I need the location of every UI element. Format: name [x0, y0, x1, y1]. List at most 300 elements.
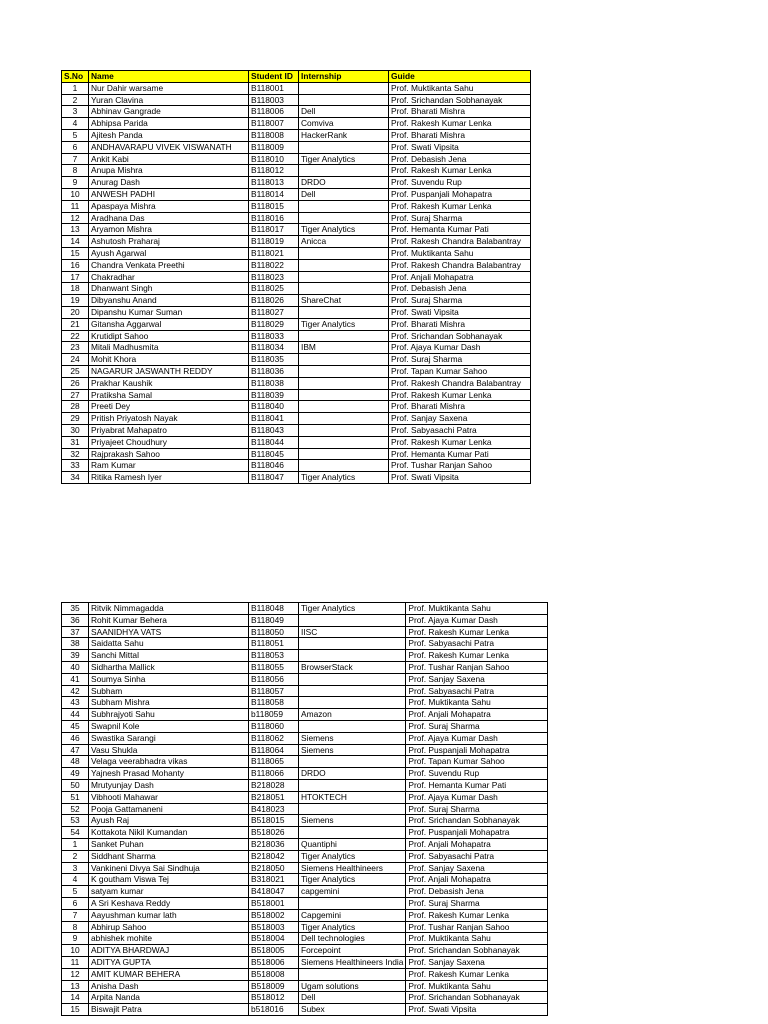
- cell-sno: 35: [62, 603, 89, 615]
- cell-student-id: B118010: [249, 153, 299, 165]
- cell-student-id: B118025: [249, 283, 299, 295]
- cell-student-id: b118059: [249, 709, 299, 721]
- cell-name: Sanchi Mittal: [89, 650, 249, 662]
- table-row: [62, 909, 548, 921]
- cell-internship: IISC: [299, 626, 406, 638]
- cell-student-id: B118026: [249, 295, 299, 307]
- cell-sno: 12: [62, 212, 89, 224]
- header-guide: Guide: [389, 71, 531, 83]
- cell-student-id: B118053: [249, 650, 299, 662]
- cell-internship: [299, 638, 406, 650]
- cell-name: ADITYA BHARDWAJ: [89, 945, 249, 957]
- cell-sno: 4: [62, 118, 89, 130]
- cell-name: ANDHAVARAPU VIVEK VISWANATH: [89, 141, 249, 153]
- cell-name: Vasu Shukla: [89, 744, 249, 756]
- cell-guide: Prof. Rakesh Kumar Lenka: [406, 909, 548, 921]
- cell-sno: 43: [62, 697, 89, 709]
- cell-student-id: B118039: [249, 389, 299, 401]
- cell-student-id: B118006: [249, 106, 299, 118]
- table-row: [62, 129, 531, 141]
- cell-guide: Prof. Sanjay Saxena: [406, 956, 548, 968]
- table-row: [62, 188, 531, 200]
- cell-internship: [299, 803, 406, 815]
- table-header-row: [62, 71, 531, 83]
- cell-sno: 27: [62, 389, 89, 401]
- cell-sno: 1: [62, 838, 89, 850]
- cell-student-id: B118034: [249, 342, 299, 354]
- cell-guide: Prof. Debasish Jena: [406, 886, 548, 898]
- table-row: [62, 791, 548, 803]
- cell-internship: [299, 436, 389, 448]
- cell-student-id: B118012: [249, 165, 299, 177]
- cell-name: Swastika Sarangi: [89, 732, 249, 744]
- student-table-top: [61, 70, 531, 484]
- cell-internship: Siemens: [299, 815, 406, 827]
- table-row: [62, 318, 531, 330]
- cell-student-id: B118058: [249, 697, 299, 709]
- cell-guide: Prof. Muktikanta Sahu: [389, 247, 531, 259]
- cell-name: Subham: [89, 685, 249, 697]
- cell-sno: 33: [62, 460, 89, 472]
- table-row: [62, 756, 548, 768]
- cell-internship: Siemens Healthineers: [299, 862, 406, 874]
- cell-guide: Prof. Tushar Ranjan Sahoo: [406, 921, 548, 933]
- cell-guide: Prof. Anjali Mohapatra: [389, 271, 531, 283]
- cell-student-id: B518001: [249, 897, 299, 909]
- cell-sno: 9: [62, 933, 89, 945]
- cell-guide: Prof. Rakesh Kumar Lenka: [389, 118, 531, 130]
- table-row: [62, 1004, 548, 1016]
- table-row: [62, 661, 548, 673]
- header-student-id: Student ID: [249, 71, 299, 83]
- cell-student-id: B118019: [249, 236, 299, 248]
- cell-student-id: B218036: [249, 838, 299, 850]
- table-row: [62, 377, 531, 389]
- cell-student-id: B118021: [249, 247, 299, 259]
- cell-guide: Prof. Bharati Mishra: [389, 318, 531, 330]
- cell-student-id: B518003: [249, 921, 299, 933]
- table-row: [62, 744, 548, 756]
- cell-internship: [299, 306, 389, 318]
- cell-student-id: B118047: [249, 472, 299, 484]
- cell-guide: Prof. Bharati Mishra: [389, 129, 531, 141]
- table-row: [62, 271, 531, 283]
- cell-student-id: B118048: [249, 603, 299, 615]
- cell-guide: Prof. Tapan Kumar Sahoo: [406, 756, 548, 768]
- table-row: [62, 803, 548, 815]
- cell-internship: [299, 212, 389, 224]
- cell-name: Yuran Clavina: [89, 94, 249, 106]
- cell-name: Ankit Kabi: [89, 153, 249, 165]
- cell-student-id: B118001: [249, 82, 299, 94]
- cell-sno: 23: [62, 342, 89, 354]
- table-row: [62, 413, 531, 425]
- cell-student-id: B118022: [249, 259, 299, 271]
- cell-internship: [299, 448, 389, 460]
- cell-internship: [299, 389, 389, 401]
- cell-student-id: B118056: [249, 673, 299, 685]
- cell-name: Subham Mishra: [89, 697, 249, 709]
- cell-sno: 10: [62, 188, 89, 200]
- cell-sno: 39: [62, 650, 89, 662]
- table-row: [62, 815, 548, 827]
- cell-student-id: B118055: [249, 661, 299, 673]
- cell-sno: 32: [62, 448, 89, 460]
- cell-sno: 25: [62, 365, 89, 377]
- cell-student-id: B518006: [249, 956, 299, 968]
- cell-internship: Siemens: [299, 744, 406, 756]
- cell-student-id: b518016: [249, 1004, 299, 1016]
- table-row: [62, 342, 531, 354]
- cell-name: Kottakota Nikil Kumandan: [89, 827, 249, 839]
- table-row: [62, 436, 531, 448]
- cell-name: SAANIDHYA VATS: [89, 626, 249, 638]
- cell-name: Biswajit Patra: [89, 1004, 249, 1016]
- cell-internship: Tiger Analytics: [299, 224, 389, 236]
- cell-guide: Prof. Muktikanta Sahu: [406, 603, 548, 615]
- cell-guide: Prof. Rakesh Kumar Lenka: [389, 165, 531, 177]
- cell-student-id: B118040: [249, 401, 299, 413]
- cell-sno: 50: [62, 779, 89, 791]
- cell-guide: Prof. Rakesh Chandra Balabantray: [389, 259, 531, 271]
- cell-name: Velaga veerabhadra vikas: [89, 756, 249, 768]
- cell-name: Rajprakash Sahoo: [89, 448, 249, 460]
- table-row: [62, 768, 548, 780]
- cell-name: Priyajeet Choudhury: [89, 436, 249, 448]
- table-row: [62, 685, 548, 697]
- cell-name: Yajnesh Prasad Mohanty: [89, 768, 249, 780]
- table-row: [62, 638, 548, 650]
- cell-internship: [299, 460, 389, 472]
- cell-internship: [299, 330, 389, 342]
- cell-sno: 14: [62, 992, 89, 1004]
- cell-guide: Prof. Bharati Mishra: [389, 106, 531, 118]
- cell-sno: 2: [62, 94, 89, 106]
- cell-name: Chakradhar: [89, 271, 249, 283]
- cell-guide: Prof. Rakesh Kumar Lenka: [389, 389, 531, 401]
- cell-name: Aradhana Das: [89, 212, 249, 224]
- cell-guide: Prof. Srichandan Sobhanayak: [389, 94, 531, 106]
- cell-student-id: B518004: [249, 933, 299, 945]
- cell-sno: 15: [62, 247, 89, 259]
- cell-internship: [299, 897, 406, 909]
- table-row: [62, 153, 531, 165]
- cell-sno: 18: [62, 283, 89, 295]
- cell-internship: Comviva: [299, 118, 389, 130]
- cell-name: Prakhar Kaushik: [89, 377, 249, 389]
- cell-internship: [299, 94, 389, 106]
- cell-internship: BrowserStack: [299, 661, 406, 673]
- cell-name: Chandra Venkata Preethi: [89, 259, 249, 271]
- cell-internship: [299, 685, 406, 697]
- cell-internship: Amazon: [299, 709, 406, 721]
- cell-internship: Tiger Analytics: [299, 850, 406, 862]
- cell-student-id: B118043: [249, 424, 299, 436]
- cell-sno: 16: [62, 259, 89, 271]
- cell-student-id: B118051: [249, 638, 299, 650]
- cell-name: Pratiksha Samal: [89, 389, 249, 401]
- cell-guide: Prof. Rakesh Chandra Balabantray: [389, 236, 531, 248]
- cell-name: Anurag Dash: [89, 177, 249, 189]
- cell-student-id: B118041: [249, 413, 299, 425]
- cell-sno: 7: [62, 153, 89, 165]
- cell-internship: Anicca: [299, 236, 389, 248]
- table-row: [62, 862, 548, 874]
- cell-guide: Prof. Rakesh Kumar Lenka: [406, 650, 548, 662]
- cell-guide: Prof. Rakesh Kumar Lenka: [389, 436, 531, 448]
- cell-sno: 17: [62, 271, 89, 283]
- cell-guide: Prof. Swati Vipsita: [389, 306, 531, 318]
- table-row: [62, 389, 531, 401]
- table-row: [62, 401, 531, 413]
- cell-guide: Prof. Sanjay Saxena: [406, 673, 548, 685]
- cell-sno: 45: [62, 720, 89, 732]
- cell-name: Vibhooti Mahawar: [89, 791, 249, 803]
- cell-guide: Prof. Rakesh Kumar Lenka: [389, 200, 531, 212]
- table-row: [62, 236, 531, 248]
- cell-student-id: B518026: [249, 827, 299, 839]
- cell-sno: 7: [62, 909, 89, 921]
- cell-sno: 28: [62, 401, 89, 413]
- cell-sno: 54: [62, 827, 89, 839]
- cell-name: Ritvik Nimmagadda: [89, 603, 249, 615]
- cell-sno: 51: [62, 791, 89, 803]
- table-row: [62, 424, 531, 436]
- cell-internship: [299, 720, 406, 732]
- cell-student-id: B418047: [249, 886, 299, 898]
- cell-name: Dhanwant Singh: [89, 283, 249, 295]
- cell-name: Krutidipt Sahoo: [89, 330, 249, 342]
- table-row: [62, 933, 548, 945]
- cell-internship: DRDO: [299, 177, 389, 189]
- cell-internship: Capgemini: [299, 909, 406, 921]
- cell-student-id: B118065: [249, 756, 299, 768]
- cell-sno: 24: [62, 354, 89, 366]
- cell-guide: Prof. Muktikanta Sahu: [406, 933, 548, 945]
- cell-sno: 9: [62, 177, 89, 189]
- cell-guide: Prof. Sabyasachi Patra: [406, 638, 548, 650]
- table-row: [62, 827, 548, 839]
- cell-student-id: B118013: [249, 177, 299, 189]
- cell-internship: [299, 827, 406, 839]
- cell-sno: 30: [62, 424, 89, 436]
- header-name: Name: [89, 71, 249, 83]
- cell-guide: Prof. Hemanta Kumar Pati: [389, 448, 531, 460]
- table-row: [62, 603, 548, 615]
- cell-guide: Prof. Sanjay Saxena: [406, 862, 548, 874]
- cell-guide: Prof. Suraj Sharma: [389, 212, 531, 224]
- cell-sno: 48: [62, 756, 89, 768]
- cell-name: Abhirup Sahoo: [89, 921, 249, 933]
- cell-sno: 42: [62, 685, 89, 697]
- cell-internship: Subex: [299, 1004, 406, 1016]
- cell-internship: Dell: [299, 188, 389, 200]
- cell-guide: Prof. Muktikanta Sahu: [389, 82, 531, 94]
- cell-sno: 5: [62, 886, 89, 898]
- cell-guide: Prof. Suraj Sharma: [389, 295, 531, 307]
- cell-internship: Forcepoint: [299, 945, 406, 957]
- cell-name: Ayush Raj: [89, 815, 249, 827]
- cell-name: Pritish Priyatosh Nayak: [89, 413, 249, 425]
- cell-sno: 11: [62, 956, 89, 968]
- cell-guide: Prof. Sabyasachi Patra: [406, 850, 548, 862]
- cell-name: Vankineni Divya Sai Sindhuja: [89, 862, 249, 874]
- cell-internship: [299, 365, 389, 377]
- cell-name: Gitansha Aggarwal: [89, 318, 249, 330]
- cell-name: Rohit Kumar Behera: [89, 614, 249, 626]
- cell-internship: Tiger Analytics: [299, 472, 389, 484]
- cell-student-id: B118038: [249, 377, 299, 389]
- cell-sno: 15: [62, 1004, 89, 1016]
- table-row: [62, 472, 531, 484]
- cell-internship: [299, 283, 389, 295]
- cell-name: ADITYA GUPTA: [89, 956, 249, 968]
- cell-sno: 2: [62, 850, 89, 862]
- cell-sno: 8: [62, 165, 89, 177]
- table-row: [62, 720, 548, 732]
- cell-student-id: B118036: [249, 365, 299, 377]
- cell-internship: Tiger Analytics: [299, 603, 406, 615]
- table-row: [62, 921, 548, 933]
- cell-internship: Dell technologies: [299, 933, 406, 945]
- cell-guide: Prof. Rakesh Kumar Lenka: [406, 968, 548, 980]
- table-row: [62, 106, 531, 118]
- cell-guide: Prof. Sabyasachi Patra: [406, 685, 548, 697]
- table-row: [62, 118, 531, 130]
- cell-sno: 29: [62, 413, 89, 425]
- cell-guide: Prof. Muktikanta Sahu: [406, 980, 548, 992]
- cell-guide: Prof. Debasish Jena: [389, 283, 531, 295]
- cell-name: Soumya Sinha: [89, 673, 249, 685]
- cell-sno: 4: [62, 874, 89, 886]
- table-body-bottom: [62, 603, 548, 1016]
- cell-internship: [299, 756, 406, 768]
- cell-guide: Prof. Ajaya Kumar Dash: [406, 614, 548, 626]
- table-row: [62, 897, 548, 909]
- cell-internship: IBM: [299, 342, 389, 354]
- table-row: [62, 365, 531, 377]
- table-row: [62, 212, 531, 224]
- cell-sno: 46: [62, 732, 89, 744]
- cell-guide: Prof. Swati Vipsita: [406, 1004, 548, 1016]
- cell-guide: Prof. Srichandan Sobhanayak: [406, 815, 548, 827]
- cell-student-id: B118023: [249, 271, 299, 283]
- cell-name: Mohit Khora: [89, 354, 249, 366]
- cell-name: Anupa Mishra: [89, 165, 249, 177]
- cell-student-id: B218042: [249, 850, 299, 862]
- cell-sno: 37: [62, 626, 89, 638]
- table-row: [62, 732, 548, 744]
- cell-internship: Quantiphi: [299, 838, 406, 850]
- cell-sno: 20: [62, 306, 89, 318]
- cell-sno: 13: [62, 224, 89, 236]
- cell-guide: Prof. Ajaya Kumar Dash: [406, 732, 548, 744]
- table-row: [62, 82, 531, 94]
- cell-sno: 3: [62, 106, 89, 118]
- cell-student-id: B118057: [249, 685, 299, 697]
- cell-student-id: B118017: [249, 224, 299, 236]
- cell-guide: Prof. Ajaya Kumar Dash: [389, 342, 531, 354]
- cell-student-id: B418023: [249, 803, 299, 815]
- cell-internship: [299, 650, 406, 662]
- cell-name: Preeti Dey: [89, 401, 249, 413]
- cell-guide: Prof. Sabyasachi Patra: [389, 424, 531, 436]
- cell-guide: Prof. Suvendu Rup: [406, 768, 548, 780]
- cell-sno: 10: [62, 945, 89, 957]
- table-row: [62, 838, 548, 850]
- cell-internship: [299, 259, 389, 271]
- cell-sno: 8: [62, 921, 89, 933]
- cell-internship: [299, 354, 389, 366]
- cell-student-id: B318021: [249, 874, 299, 886]
- table-row: [62, 697, 548, 709]
- cell-internship: [299, 247, 389, 259]
- cell-internship: [299, 413, 389, 425]
- table-row: [62, 956, 548, 968]
- cell-student-id: B118003: [249, 94, 299, 106]
- cell-internship: [299, 165, 389, 177]
- cell-guide: Prof. Muktikanta Sahu: [406, 697, 548, 709]
- cell-student-id: B118009: [249, 141, 299, 153]
- cell-guide: Prof. Rakesh Chandra Balabantray: [389, 377, 531, 389]
- cell-name: A Sri Keshava Reddy: [89, 897, 249, 909]
- cell-internship: [299, 401, 389, 413]
- cell-name: Mrutyunjay Dash: [89, 779, 249, 791]
- cell-guide: Prof. Hemanta Kumar Pati: [389, 224, 531, 236]
- table-row: [62, 200, 531, 212]
- cell-sno: 44: [62, 709, 89, 721]
- cell-name: Ajitesh Panda: [89, 129, 249, 141]
- cell-sno: 34: [62, 472, 89, 484]
- cell-sno: 14: [62, 236, 89, 248]
- cell-student-id: B518012: [249, 992, 299, 1004]
- table-row: [62, 709, 548, 721]
- cell-guide: Prof. Suraj Sharma: [406, 720, 548, 732]
- cell-sno: 11: [62, 200, 89, 212]
- cell-guide: Prof. Srichandan Sobhanayak: [406, 992, 548, 1004]
- cell-internship: [299, 141, 389, 153]
- cell-sno: 12: [62, 968, 89, 980]
- cell-internship: Siemens Healthineers India: [299, 956, 406, 968]
- cell-student-id: B118015: [249, 200, 299, 212]
- cell-name: Saidatta Sahu: [89, 638, 249, 650]
- cell-student-id: B118035: [249, 354, 299, 366]
- cell-internship: Tiger Analytics: [299, 318, 389, 330]
- cell-internship: [299, 424, 389, 436]
- cell-name: Ritika Ramesh Iyer: [89, 472, 249, 484]
- cell-guide: Prof. Hemanta Kumar Pati: [406, 779, 548, 791]
- cell-internship: [299, 697, 406, 709]
- cell-name: Sidhartha Mallick: [89, 661, 249, 673]
- cell-student-id: B518015: [249, 815, 299, 827]
- cell-sno: 41: [62, 673, 89, 685]
- table-row: [62, 779, 548, 791]
- cell-guide: Prof. Puspanjali Mohapatra: [389, 188, 531, 200]
- cell-guide: Prof. Debasish Jena: [389, 153, 531, 165]
- cell-internship: [299, 614, 406, 626]
- cell-internship: DRDO: [299, 768, 406, 780]
- table-row: [62, 295, 531, 307]
- table-row: [62, 460, 531, 472]
- cell-sno: 31: [62, 436, 89, 448]
- cell-guide: Prof. Puspanjali Mohapatra: [406, 827, 548, 839]
- cell-name: Dipanshu Kumar Suman: [89, 306, 249, 318]
- cell-sno: 40: [62, 661, 89, 673]
- table-row: [62, 673, 548, 685]
- cell-student-id: B118007: [249, 118, 299, 130]
- cell-guide: Prof. Tushar Ranjan Sahoo: [389, 460, 531, 472]
- cell-sno: 6: [62, 897, 89, 909]
